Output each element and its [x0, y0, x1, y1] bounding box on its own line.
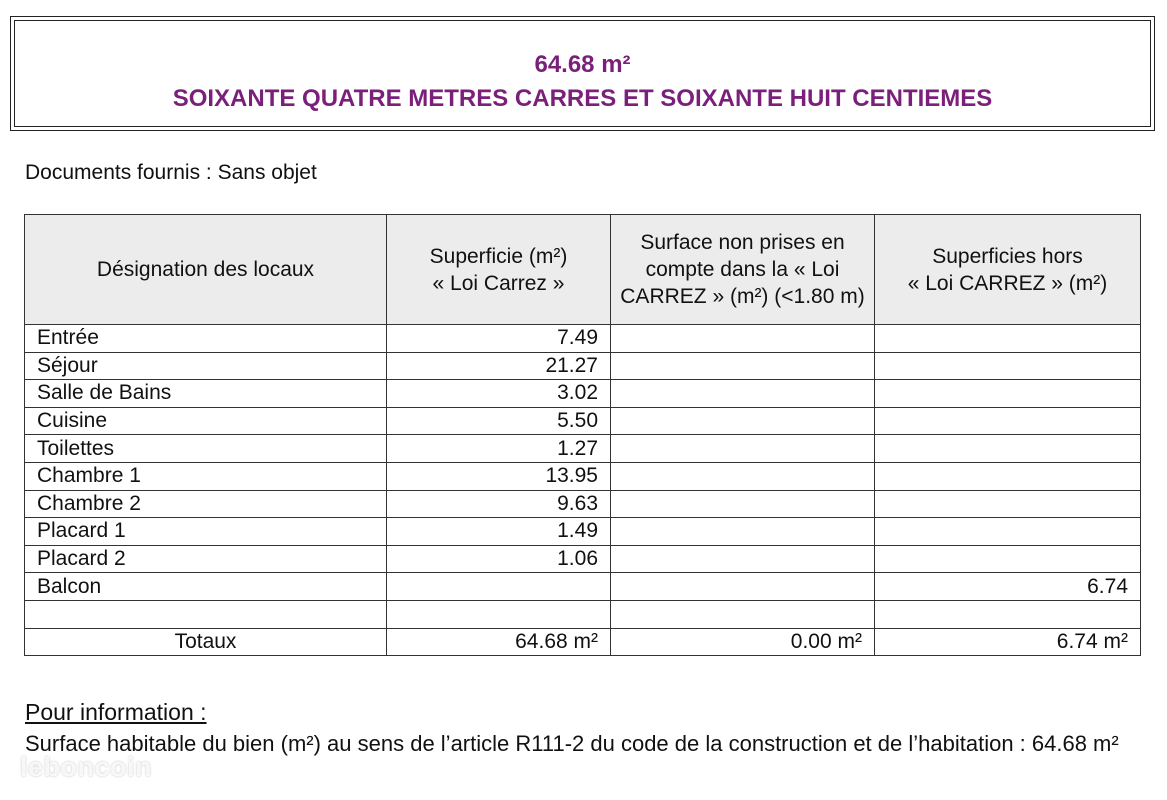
non-prises-area: [611, 600, 875, 628]
table-row: [25, 325, 1141, 353]
room-name: Balcon: [25, 573, 387, 601]
non-prises-area: [611, 545, 875, 573]
carrez-area: 1.06: [387, 545, 611, 573]
non-prises-area: [611, 435, 875, 463]
total-area: 64.68 m²: [534, 51, 631, 78]
info-title: Pour information :: [25, 699, 207, 725]
title-box: [10, 16, 1155, 131]
room-name: Placard 1: [25, 518, 387, 546]
totals-carrez: 64.68 m²: [387, 628, 611, 656]
carrez-area: 21.27: [387, 352, 611, 380]
hors-carrez-area: [875, 380, 1141, 408]
hors-carrez-area: [875, 490, 1141, 518]
non-prises-area: [611, 518, 875, 546]
room-name: Entrée: [25, 325, 387, 353]
table-row: [25, 407, 1141, 435]
carrez-area: 5.50: [387, 407, 611, 435]
carrez-area: [387, 573, 611, 601]
documents-provided: Documents fournis : Sans objet: [25, 161, 317, 184]
total-area-in-words: SOIXANTE QUATRE METRES CARRES ET SOIXANTE HUIT CENTIEMES: [172, 85, 993, 112]
hors-carrez-area: 6.74: [875, 573, 1141, 601]
room-name: [25, 600, 387, 628]
carrez-area: 13.95: [387, 462, 611, 490]
table-row: [25, 518, 1141, 546]
hors-carrez-area: [875, 518, 1141, 546]
header-hors-carrez: Superficies hors « Loi CARREZ » (m²): [875, 215, 1141, 325]
room-name: Placard 2: [25, 545, 387, 573]
non-prises-area: [611, 573, 875, 601]
non-prises-area: [611, 380, 875, 408]
room-name: Toilettes: [25, 435, 387, 463]
hors-carrez-area: [875, 545, 1141, 573]
surface-table: [24, 214, 1141, 656]
table-body: [25, 325, 1141, 629]
hors-carrez-area: [875, 600, 1141, 628]
non-prises-area: [611, 490, 875, 518]
table-row: [25, 490, 1141, 518]
room-name: Salle de Bains: [25, 380, 387, 408]
carrez-area: 3.02: [387, 380, 611, 408]
totals-label: Totaux: [25, 628, 387, 656]
non-prises-area: [611, 325, 875, 353]
header-designation: Désignation des locaux: [25, 215, 387, 325]
room-name: Chambre 2: [25, 490, 387, 518]
table-row: [25, 352, 1141, 380]
table-header-row: [25, 215, 1141, 325]
header-carrez: Superficie (m²) « Loi Carrez »: [387, 215, 611, 325]
table-row: [25, 600, 1141, 628]
hors-carrez-area: [875, 462, 1141, 490]
table-row: [25, 380, 1141, 408]
totals-non-prises: 0.00 m²: [611, 628, 875, 656]
non-prises-area: [611, 352, 875, 380]
non-prises-area: [611, 407, 875, 435]
hors-carrez-area: [875, 325, 1141, 353]
non-prises-area: [611, 462, 875, 490]
totals-hors-carrez: 6.74 m²: [875, 628, 1141, 656]
table-row: [25, 462, 1141, 490]
header-non-prises: Surface non prises en compte dans la « Loi CARREZ » (m²) (<1.80 m): [611, 215, 875, 325]
table-row: [25, 545, 1141, 573]
table-row: [25, 435, 1141, 463]
carrez-area: 1.27: [387, 435, 611, 463]
carrez-area: [387, 600, 611, 628]
leboncoin-watermark: leboncoin: [20, 752, 152, 782]
hors-carrez-area: [875, 407, 1141, 435]
carrez-area: 9.63: [387, 490, 611, 518]
hors-carrez-area: [875, 352, 1141, 380]
carrez-area: 1.49: [387, 518, 611, 546]
room-name: Séjour: [25, 352, 387, 380]
info-text: Surface habitable du bien (m²) au sens de l’article R111-2 du code de la construction et de l’habitation : 64.68 m²: [25, 731, 1119, 756]
room-name: Chambre 1: [25, 462, 387, 490]
hors-carrez-area: [875, 435, 1141, 463]
carrez-area: 7.49: [387, 325, 611, 353]
table-row: [25, 573, 1141, 601]
totals-row: [25, 628, 1141, 656]
room-name: Cuisine: [25, 407, 387, 435]
